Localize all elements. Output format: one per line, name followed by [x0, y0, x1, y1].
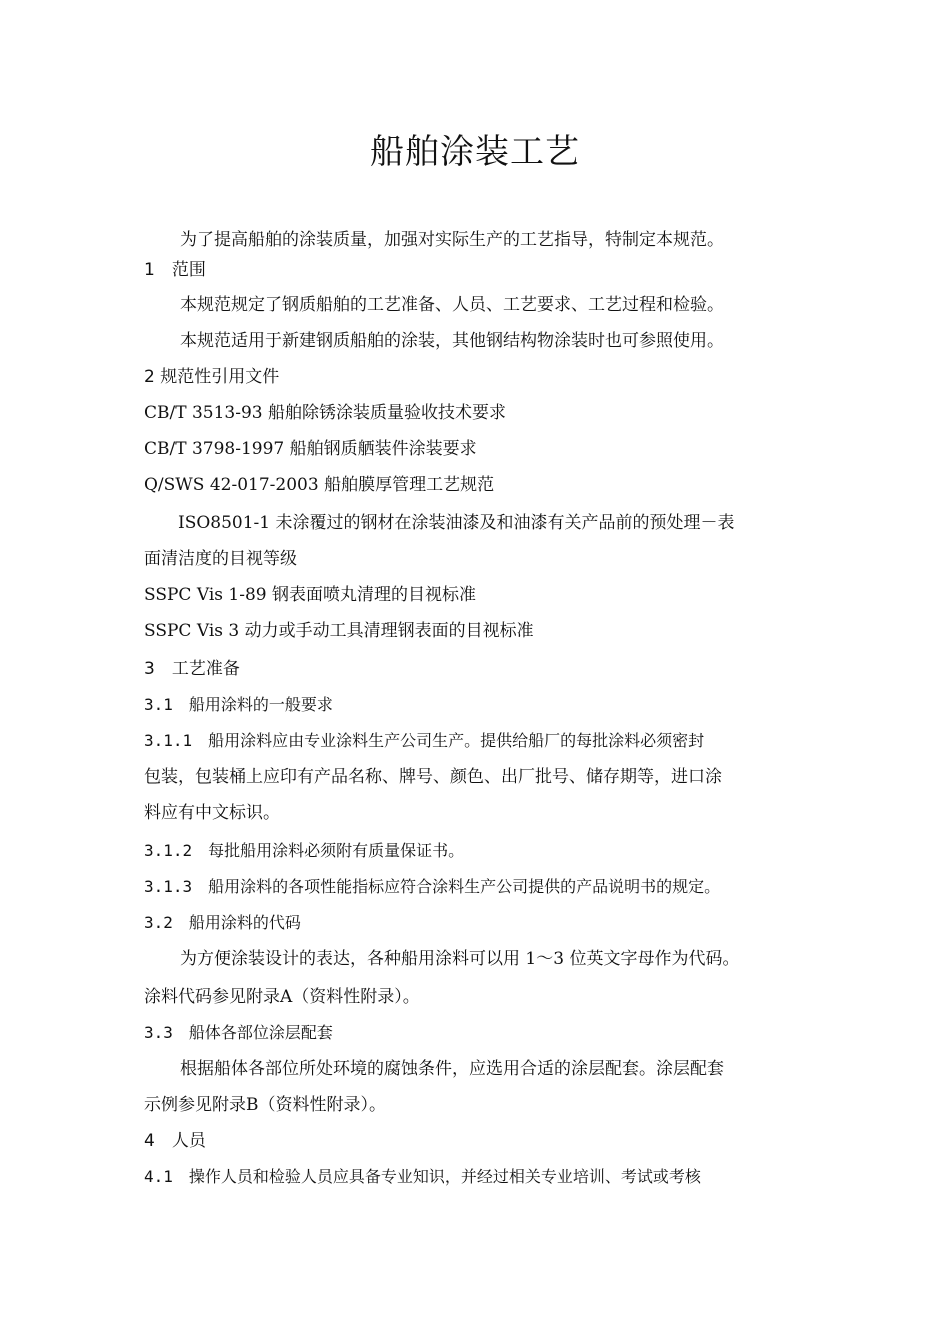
- clause-paragraph: 3.1.2 每批船用涂料必须附有质量保证书。: [144, 841, 465, 860]
- reference-item: CB/T 3513-93 船舶除锈涂装质量验收技术要求: [144, 403, 507, 423]
- body-paragraph-continued: 示例参见附录B（资料性附录）。: [144, 1095, 386, 1115]
- reference-item: SSPC Vis 3 动力或手动工具清理钢表面的目视标准: [144, 621, 534, 641]
- reference-item: CB/T 3798-1997 船舶钢质舾装件涂装要求: [144, 439, 477, 459]
- intro-paragraph: 为了提高船舶的涂装质量，加强对实际生产的工艺指导，特制定本规范。: [180, 230, 724, 250]
- clause-paragraph: 3.1.1 船用涂料应由专业涂料生产公司生产。提供给船厂的每批涂料必须密封: [144, 731, 705, 750]
- section-heading-references: 2 规范性引用文件: [144, 367, 280, 387]
- body-paragraph: 根据船体各部位所处环境的腐蚀条件，应选用合适的涂层配套。涂层配套: [180, 1059, 724, 1079]
- subsection-heading: 3.2 船用涂料的代码: [144, 913, 301, 932]
- section-heading-preparation: 3 工艺准备: [144, 659, 240, 679]
- clause-paragraph-continued: 料应有中文标识。: [144, 803, 280, 823]
- body-paragraph-continued: 涂料代码参见附录A（资料性附录）。: [144, 987, 420, 1007]
- document-title: 船舶涂装工艺: [370, 132, 580, 172]
- scope-paragraph-2: 本规范适用于新建钢质船舶的涂装，其他钢结构物涂装时也可参照使用。: [180, 331, 724, 351]
- clause-paragraph: 4.1 操作人员和检验人员应具备专业知识，并经过相关专业培训、考试或考核: [144, 1167, 701, 1186]
- section-heading-scope: 1 范围: [144, 260, 206, 280]
- section-heading-personnel: 4 人员: [144, 1131, 206, 1151]
- reference-item: Q/SWS 42-017-2003 船舶膜厚管理工艺规范: [144, 475, 495, 495]
- reference-item-continued: 面清洁度的目视等级: [144, 549, 297, 569]
- subsection-heading: 3.3 船体各部位涂层配套: [144, 1023, 333, 1042]
- reference-item: ISO8501-1 未涂覆过的钢材在涂装油漆及和油漆有关产品前的预处理－表: [178, 513, 735, 533]
- body-paragraph: 为方便涂装设计的表达，各种船用涂料可以用 1～3 位英文字母作为代码。: [180, 949, 740, 969]
- subsection-heading: 3.1 船用涂料的一般要求: [144, 695, 333, 714]
- scope-paragraph-1: 本规范规定了钢质船舶的工艺准备、人员、工艺要求、工艺过程和检验。: [180, 295, 724, 315]
- reference-item: SSPC Vis 1-89 钢表面喷丸清理的目视标准: [144, 585, 476, 605]
- clause-paragraph: 3.1.3 船用涂料的各项性能指标应符合涂料生产公司提供的产品说明书的规定。: [144, 877, 721, 896]
- clause-paragraph-continued: 包装，包装桶上应印有产品名称、牌号、颜色、出厂批号、储存期等，进口涂: [144, 767, 722, 787]
